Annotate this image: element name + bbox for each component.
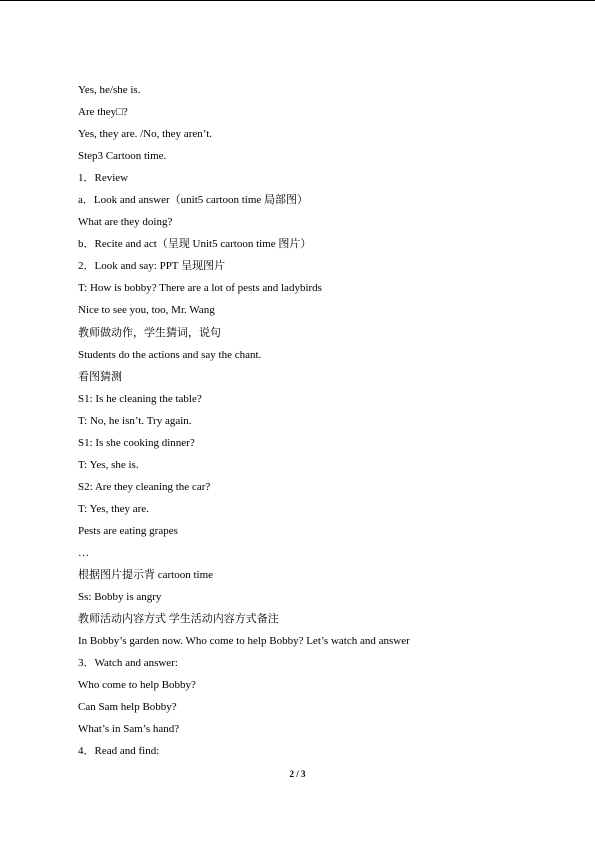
numbered-step: 3．Watch and answer: [78,657,178,670]
text-line: Nice to see you, too, Mr. Wang [78,304,215,317]
text-line: 看图猜测 [78,370,122,383]
ellipsis-line: … [78,546,89,559]
text-line: 根据图片提示背 cartoon time [78,569,214,582]
section-heading: Step3 Cartoon time. [78,150,167,163]
text-line: Students do the actions and say the chant. [78,348,262,361]
text-line: Yes, he/she is. [78,84,141,96]
dialogue-line: T: Yes, they are. [78,502,149,515]
text-line: What are they doing? [78,216,173,229]
question-line: Who come to help Bobby? [78,679,196,692]
question-line: What’s in Sam’s hand? [78,723,180,736]
top-border-line [0,0,595,1]
text-line: T: How is bobby? There are a lot of pests and ladybirds [78,282,322,295]
text-line: Are they□? [78,106,128,119]
text-line: Pests are eating grapes [78,524,178,537]
dialogue-line: Ss: Bobby is angry [78,591,162,604]
text-line: a．Look and answer（unit5 cartoon time 局部图） [78,194,309,207]
dialogue-line: S1: Is he cleaning the table? [78,392,202,405]
text-line: Yes, they are. /No, they aren’t. [78,128,213,141]
numbered-step: 2．Look and say: PPT 呈现图片 [78,260,226,273]
dialogue-line: S2: Are they cleaning the car? [78,480,211,493]
dialogue-line: T: No, he isn’t. Try again. [78,414,192,427]
text-line: 教师活动内容方式 学生活动内容方式备注 [78,613,279,626]
numbered-step: 4．Read and find: [78,745,160,758]
text-line: In Bobby’s garden now. Who come to help Bobby? Let’s watch and answer [78,635,410,648]
text-line: b．Recite and act（呈现 Unit5 cartoon time 图片） [78,238,312,251]
question-line: Can Sam help Bobby? [78,701,177,714]
numbered-step: 1．Review [78,172,129,185]
dialogue-line: S1: Is she cooking dinner? [78,436,195,449]
dialogue-line: T: Yes, she is. [78,458,139,471]
text-line: 教师做动作，学生猜词，说句 [78,326,221,339]
document-body [78,79,578,762]
page-number: 2 / 3 [289,769,306,779]
